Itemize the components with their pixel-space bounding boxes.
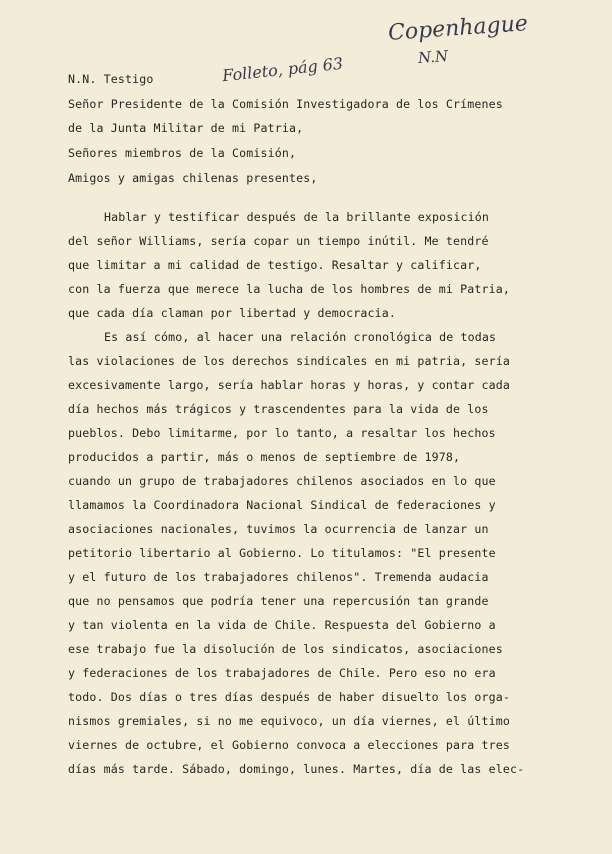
salutation-line: Amigos y amigas chilenas presentes, <box>68 171 318 185</box>
body-line: ese trabajo fue la disolución de los sindicatos, asociaciones <box>68 642 503 656</box>
handwritten-location-note: Copenhague <box>387 11 529 46</box>
body-line: las violaciones de los derechos sindicales en mi patria, sería <box>68 354 511 368</box>
body-line: que limitar a mi calidad de testigo. Resaltar y calificar, <box>68 258 482 272</box>
body-line: nismos gremiales, si no me equivoco, un día viernes, el último <box>68 714 511 728</box>
body-line: que no pensamos que podría tener una repercusión tan grande <box>68 594 489 608</box>
body-line: producidos a partir, más o menos de septiembre de 1978, <box>68 450 461 464</box>
body-line: del señor Williams, sería copar un tiempo inútil. Me tendré <box>68 234 489 248</box>
body-line: Es así cómo, al hacer una relación cronológica de todas <box>104 330 497 344</box>
body-line: que cada día claman por libertad y democracia. <box>68 306 396 320</box>
salutation-line: Señor Presidente de la Comisión Investigadora de los Crímenes <box>68 97 503 111</box>
salutation-line: Señores miembros de la Comisión, <box>68 146 297 160</box>
body-line: día hechos más trágicos y trascendentes para la vida de los <box>68 402 489 416</box>
body-line: con la fuerza que merece la lucha de los hombres de mi Patria, <box>68 282 511 296</box>
body-line: petitorio libertario al Gobierno. Lo titulamos: "El presente <box>68 546 496 560</box>
body-line: llamamos la Coordinadora Nacional Sindical de federaciones y <box>68 498 496 512</box>
body-line: todo. Dos días o tres días después de haber disuelto los orga- <box>68 690 511 704</box>
body-line: y el futuro de los trabajadores chilenos". Tremenda audacia <box>68 570 489 584</box>
body-line: y federaciones de los trabajadores de Chile. Pero eso no era <box>68 666 496 680</box>
body-line: excesivamente largo, sería hablar horas y horas, y contar cada <box>68 378 511 392</box>
salutation-line: de la Junta Militar de mi Patria, <box>68 121 304 135</box>
body-line: cuando un grupo de trabajadores chilenos asociados en lo que <box>68 474 496 488</box>
body-line: pueblos. Debo limitarme, por lo tanto, a resaltar los hechos <box>68 426 496 440</box>
body-line: viernes de octubre, el Gobierno convoca a elecciones para tres <box>68 738 511 752</box>
witness-heading: N.N. Testigo <box>68 72 154 86</box>
body-line: días más tarde. Sábado, domingo, lunes. Martes, día de las elec- <box>68 762 525 776</box>
body-line: Hablar y testificar después de la brillante exposición <box>104 210 490 224</box>
body-line: asociaciones nacionales, tuvimos la ocurrencia de lanzar un <box>68 522 489 536</box>
handwritten-initials: N.N <box>417 46 449 68</box>
body-line: y tan violenta en la vida de Chile. Respuesta del Gobierno a <box>68 618 496 632</box>
handwritten-folio-note: Folleto, pág 63 <box>221 53 344 86</box>
